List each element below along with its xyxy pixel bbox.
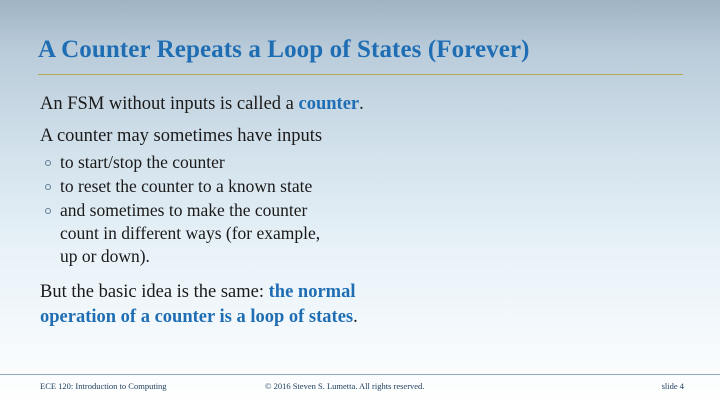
intro-emphasis: counter (298, 94, 360, 114)
closing-paragraph (40, 280, 690, 330)
intro-text-before: An FSM without inputs is called a (40, 94, 299, 114)
page-title: A Counter Repeats a Loop of States (Forever) (38, 36, 530, 63)
intro-paragraph (40, 92, 690, 117)
footer-slide-number: slide 4 (661, 381, 684, 391)
lead-in-paragraph: A counter may sometimes have inputs (40, 125, 323, 146)
footer-course-label: ECE 120: Introduction to Computing (40, 381, 167, 391)
closing-text-before: But the basic idea is the same: (40, 282, 269, 303)
closing-text-after: . (353, 307, 358, 327)
bullet-dot-icon (45, 184, 51, 190)
list-item-label-continued-1: count in different ways (for example, (60, 222, 321, 243)
list-item-label: and sometimes to make the counter (60, 199, 308, 220)
list-item (40, 151, 690, 174)
list-item-label-continued-2: up or down). (60, 245, 150, 266)
list-item (40, 175, 690, 198)
closing-emphasis-line2: operation of a counter is a loop of states (40, 307, 354, 327)
bullet-dot-icon (45, 160, 51, 166)
list-item (40, 199, 690, 268)
footer-copyright-label: © 2016 Steven S. Lumetta. All rights reserved. (265, 381, 425, 391)
list-item-label: to reset the counter to a known state (60, 175, 313, 196)
list-item-label: to start/stop the counter (60, 151, 225, 172)
closing-emphasis-line1: the normal (268, 282, 356, 303)
bullet-list (40, 151, 690, 268)
title-divider (38, 74, 683, 75)
bullet-dot-icon (45, 208, 51, 214)
slide-footer (0, 375, 720, 405)
slide-body (40, 92, 690, 348)
intro-text-after: . (359, 94, 364, 114)
